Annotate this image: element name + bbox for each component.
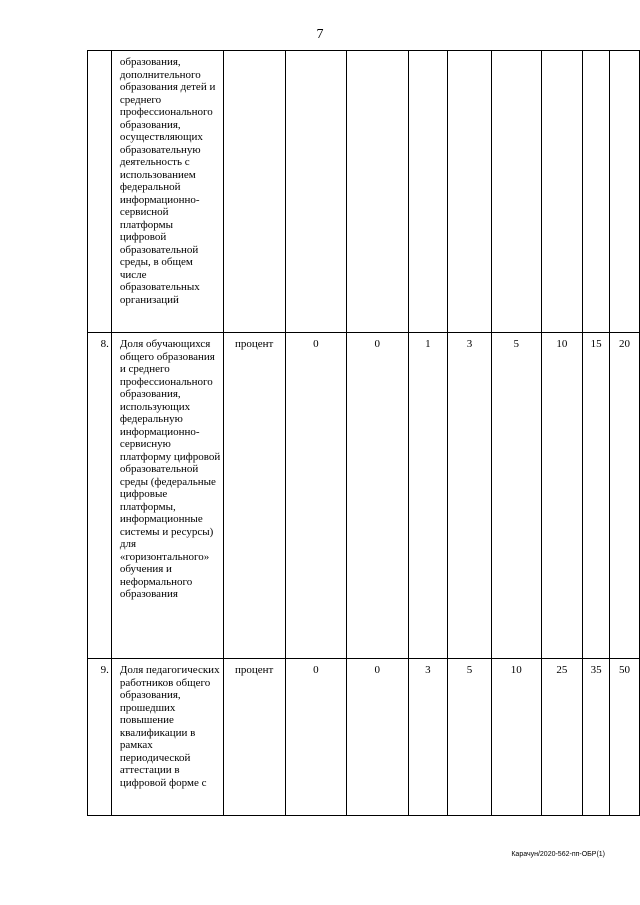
value-cell: 3 — [408, 659, 448, 816]
unit-cell: процент — [223, 333, 285, 659]
value-cell: 25 — [541, 659, 583, 816]
value-cell: 35 — [583, 659, 610, 816]
value-cell — [347, 51, 408, 333]
value-cell: 20 — [610, 333, 640, 659]
table-row — [88, 51, 640, 333]
table-row — [88, 659, 640, 816]
value-cell: 10 — [491, 659, 541, 816]
unit-cell — [223, 51, 285, 333]
value-cell: 10 — [541, 333, 583, 659]
value-cell: 0 — [347, 333, 408, 659]
indicator-name: образования, дополнительного образования детей и среднего профессионального образования, осуществляющих образовательную деятельность с использованием федеральной информационно-сервисной платформы цифровой образовательной среды, в общем числе образовательных организаций — [111, 51, 223, 333]
row-number: 8. — [88, 333, 112, 659]
indicator-name: Доля педагогических работников общего образования, прошедших повышение квалификации в рамках периодической аттестации в цифровой форме с — [111, 659, 223, 816]
value-cell: 3 — [448, 333, 492, 659]
value-cell — [541, 51, 583, 333]
row-number: 9. — [88, 659, 112, 816]
table-row — [88, 333, 640, 659]
value-cell: 0 — [285, 333, 346, 659]
row-number — [88, 51, 112, 333]
value-cell — [583, 51, 610, 333]
value-cell: 5 — [448, 659, 492, 816]
value-cell — [448, 51, 492, 333]
page-number: 7 — [316, 27, 324, 42]
indicator-name: Доля обучающихся общего образования и среднего профессионального образования, использующих федеральную информационно-сервисную платформу цифровой образовательной среды (федеральные цифровые платформы, информационные системы и ресурсы) для «горизонтального» обучения и неформального образования — [111, 333, 223, 659]
value-cell — [610, 51, 640, 333]
indicators-table — [87, 50, 640, 816]
value-cell — [491, 51, 541, 333]
unit-cell: процент — [223, 659, 285, 816]
value-cell: 0 — [347, 659, 408, 816]
value-cell — [408, 51, 448, 333]
value-cell: 15 — [583, 333, 610, 659]
value-cell: 1 — [408, 333, 448, 659]
document-footer-code: Карачун/2020-562-пп-ОБР(1) — [511, 851, 605, 858]
value-cell: 50 — [610, 659, 640, 816]
value-cell: 5 — [491, 333, 541, 659]
value-cell — [285, 51, 346, 333]
value-cell: 0 — [285, 659, 346, 816]
